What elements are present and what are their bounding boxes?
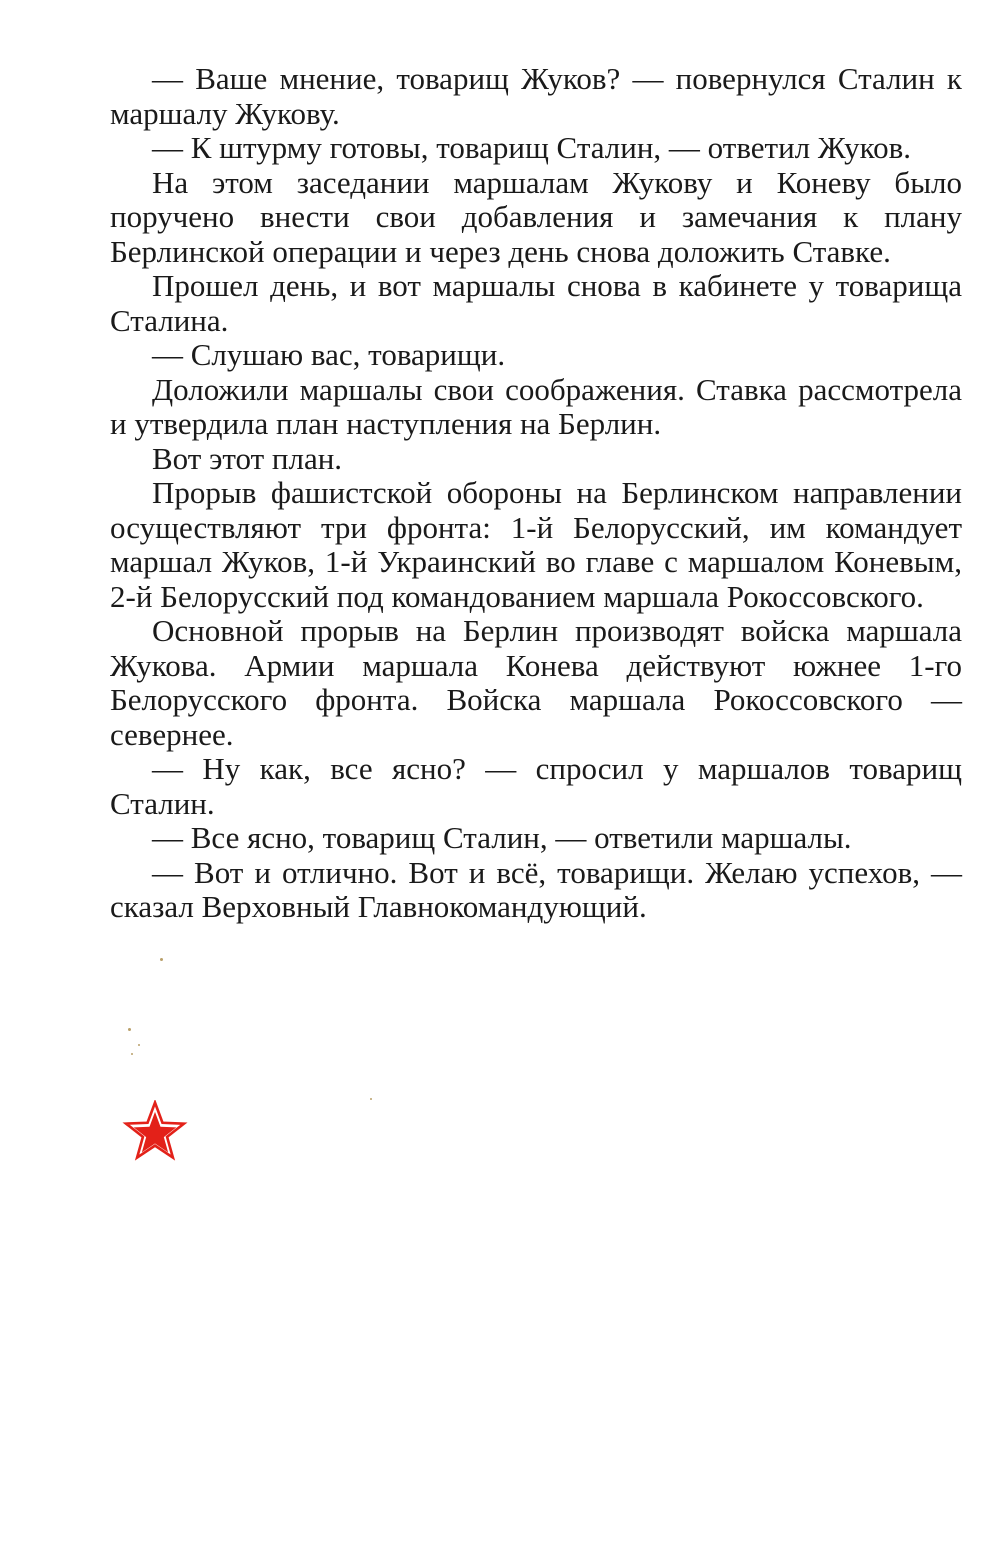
- print-speck: [160, 958, 163, 961]
- paragraph-5: — Слушаю вас, товарищи.: [152, 337, 506, 372]
- print-speck: [128, 1028, 131, 1031]
- print-speck: [138, 1044, 140, 1046]
- paragraph-1: — Ваше мнение, товарищ Жуков? — повернулся Сталин к маршалу Жукову.: [110, 61, 962, 131]
- text-body: [110, 62, 962, 925]
- print-speck: [131, 1053, 133, 1055]
- paragraph-7: Вот этот план.: [152, 440, 343, 476]
- paragraph-4: Прошел день, и вот маршалы снова в кабинете у товарища Сталина.: [110, 268, 962, 338]
- paragraph-10: — Ну как, все ясно? — спросил у маршалов товарищ Сталин.: [110, 751, 962, 821]
- paragraph-3: На этом заседании маршалам Жукову и Коневу было поручено внести свои добавления и замечания к плану Берлинской операции и через день снова доложить Ставке.: [110, 164, 962, 269]
- paragraph-8: Прорыв фашистской обороны на Берлинском направлении осуществляют три фронта: 1-й Белорусский, им командует маршал Жуков, 1-й Украинский во главе с маршалом Коневым, 2-й Белорусский под командованием маршала Рокоссовского.: [110, 475, 962, 614]
- paragraph-2: — К штурму готовы, товарищ Сталин, — ответил Жуков.: [152, 130, 912, 165]
- paragraph-6: Доложили маршалы свои соображения. Ставка рассмотрела и утвердила план наступления на Берлин.: [110, 371, 962, 441]
- red-star-icon: [122, 1100, 188, 1166]
- paragraph-12: — Вот и отлично. Вот и всё, товарищи. Желаю успехов, — сказал Верховный Главнокомандующий.: [110, 854, 962, 924]
- paragraph-9: Основной прорыв на Берлин производят войска маршала Жукова. Армии маршала Конева действуют южнее 1-го Белорусского фронта. Войска маршала Рокоссовского — севернее.: [110, 613, 962, 752]
- paragraph-11: — Все ясно, товарищ Сталин, — ответили маршалы.: [152, 820, 852, 855]
- print-speck: [370, 1098, 372, 1100]
